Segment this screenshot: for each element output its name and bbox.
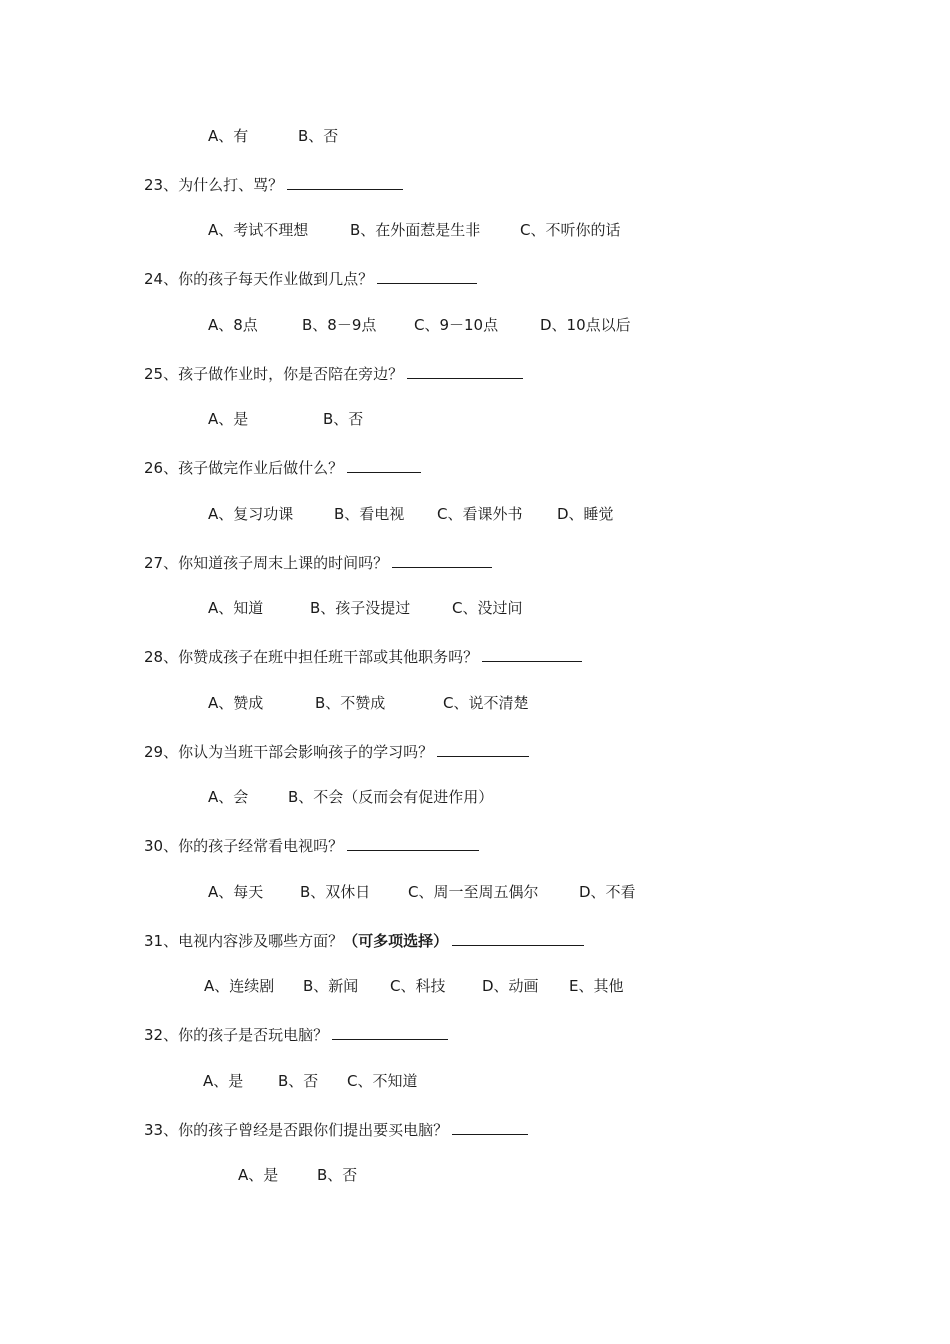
answer-option[interactable]: A、是 — [208, 410, 249, 428]
question-line — [144, 1118, 528, 1140]
answer-option[interactable]: B、孩子没提过 — [310, 599, 411, 617]
answer-option[interactable]: B、否 — [298, 127, 339, 145]
answer-option[interactable]: B、双休日 — [300, 883, 371, 901]
answer-option[interactable]: B、8－9点 — [302, 316, 377, 334]
question-note: （可多项选择） — [343, 932, 449, 950]
answer-option[interactable]: C、没过问 — [452, 599, 523, 617]
question-line — [144, 551, 492, 573]
answer-blank[interactable] — [437, 740, 529, 757]
question-line — [144, 1023, 448, 1045]
answer-option[interactable]: B、看电视 — [334, 505, 405, 523]
question-line — [144, 456, 421, 478]
answer-option[interactable]: A、连续剧 — [204, 977, 275, 995]
question-text: 30、你的孩子经常看电视吗？ — [144, 837, 344, 855]
question-line — [144, 645, 582, 667]
answer-blank[interactable] — [482, 645, 582, 662]
question-line — [144, 740, 529, 762]
question-text: 29、你认为当班干部会影响孩子的学习吗？ — [144, 743, 434, 761]
answer-option[interactable]: D、睡觉 — [557, 505, 614, 523]
question-line — [144, 267, 477, 289]
answer-blank[interactable] — [377, 267, 477, 284]
answer-option[interactable]: C、9－10点 — [414, 316, 499, 334]
answer-option[interactable]: D、10点以后 — [540, 316, 631, 334]
answer-blank[interactable] — [452, 929, 584, 946]
answer-option[interactable]: A、每天 — [208, 883, 264, 901]
answer-option[interactable]: A、有 — [208, 127, 249, 145]
answer-option[interactable]: B、不赞成 — [315, 694, 386, 712]
answer-option[interactable]: A、会 — [208, 788, 249, 806]
answer-option[interactable]: A、赞成 — [208, 694, 264, 712]
answer-option[interactable]: C、科技 — [390, 977, 446, 995]
answer-option[interactable]: C、周一至周五偶尔 — [408, 883, 539, 901]
question-line — [144, 929, 584, 951]
answer-option[interactable]: A、复习功课 — [208, 505, 294, 523]
question-text: 24、你的孩子每天作业做到几点？ — [144, 270, 374, 288]
question-text: 28、你赞成孩子在班中担任班干部或其他职务吗？ — [144, 648, 479, 666]
question-line — [144, 173, 403, 195]
answer-blank[interactable] — [407, 362, 523, 379]
question-line — [144, 834, 479, 856]
answer-option[interactable]: A、8点 — [208, 316, 258, 334]
answer-option[interactable]: C、说不清楚 — [443, 694, 529, 712]
answer-option[interactable]: B、新闻 — [303, 977, 359, 995]
answer-option[interactable]: A、知道 — [208, 599, 264, 617]
answer-option[interactable]: B、不会（反而会有促进作用） — [288, 788, 494, 806]
answer-option[interactable]: A、考试不理想 — [208, 221, 309, 239]
question-text: 27、你知道孩子周末上课的时间吗？ — [144, 554, 389, 572]
answer-blank[interactable] — [332, 1023, 448, 1040]
answer-option[interactable]: B、否 — [278, 1072, 319, 1090]
answer-blank[interactable] — [287, 173, 403, 190]
answer-option[interactable]: C、不知道 — [347, 1072, 418, 1090]
answer-blank[interactable] — [392, 551, 492, 568]
answer-option[interactable]: B、在外面惹是生非 — [350, 221, 481, 239]
answer-option[interactable]: B、否 — [323, 410, 364, 428]
answer-blank[interactable] — [452, 1118, 528, 1135]
question-text: 31、电视内容涉及哪些方面？ — [144, 932, 344, 950]
answer-option[interactable]: A、是 — [203, 1072, 244, 1090]
answer-option[interactable]: B、否 — [317, 1166, 358, 1184]
answer-option[interactable]: D、不看 — [579, 883, 636, 901]
answer-option[interactable]: C、看课外书 — [437, 505, 523, 523]
answer-option[interactable]: D、动画 — [482, 977, 539, 995]
question-text: 26、孩子做完作业后做什么？ — [144, 459, 344, 477]
answer-blank[interactable] — [347, 456, 421, 473]
answer-option[interactable]: C、不听你的话 — [520, 221, 621, 239]
question-text: 25、孩子做作业时，你是否陪在旁边？ — [144, 365, 404, 383]
answer-option[interactable]: A、是 — [238, 1166, 279, 1184]
answer-option[interactable]: E、其他 — [569, 977, 624, 995]
question-text: 23、为什么打、骂？ — [144, 176, 284, 194]
question-text: 33、你的孩子曾经是否跟你们提出要买电脑？ — [144, 1121, 449, 1139]
answer-blank[interactable] — [347, 834, 479, 851]
question-line — [144, 362, 523, 384]
question-text: 32、你的孩子是否玩电脑？ — [144, 1026, 329, 1044]
